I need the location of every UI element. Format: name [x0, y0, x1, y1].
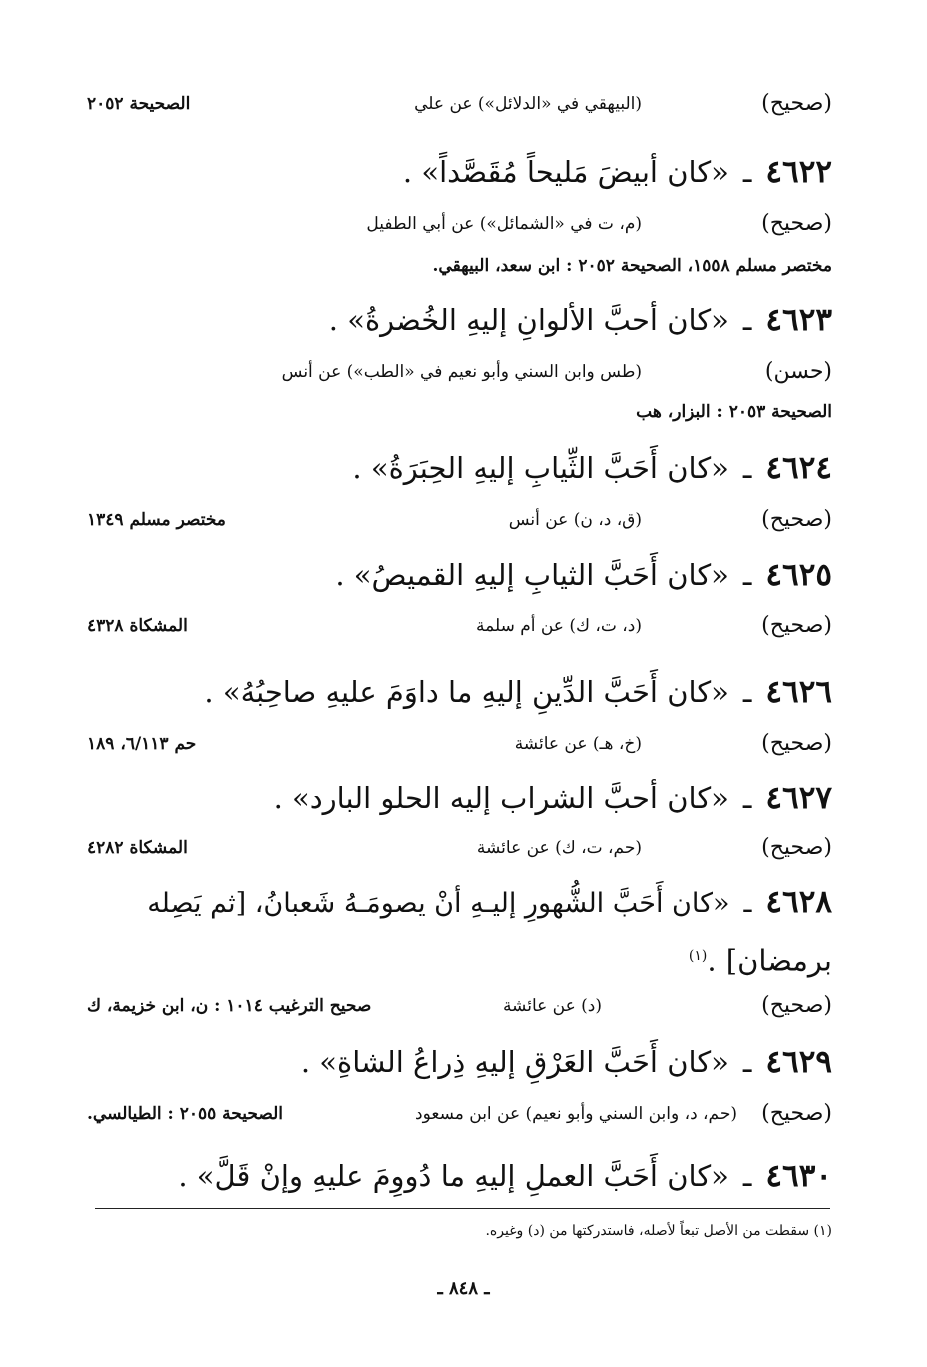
reference-label: الصحيحة ٢٠٥٢	[87, 94, 191, 114]
hadith-number: ٤٦٢٢	[765, 154, 832, 190]
hadith-4624-meta	[87, 506, 832, 536]
hadith-text: «كان أبيضَ مَليحاً مُقَصَّداً» .	[402, 155, 729, 189]
hadith-text: «كان أَحَبَّ الشُّهورِ إليـهِ أنْ يصومَـهُ شَعبانُ، [ثم يَصِله	[147, 888, 730, 919]
hadith-number: ٤٦٢٨	[765, 884, 832, 920]
source-label: (خ، هـ) عن عائشة	[514, 734, 642, 754]
hadith-text: «كان أَحَبَّ الثيابِ إليهِ القميصُ» .	[335, 558, 729, 592]
grade-label: (حسن)	[764, 359, 832, 384]
hadith-number: ٤٦٢٧	[765, 780, 832, 816]
reference-label: المشكاة ٤٢٨٢	[87, 838, 188, 858]
source-label: (حم، ت، ك) عن عائشة	[476, 838, 642, 858]
hadith-4627-meta	[87, 834, 832, 864]
page-number: ـ ٨٤٨ ـ	[437, 1278, 490, 1299]
hadith-text: «كان أَحَبَّ الدِّينِ إليهِ ما داوَمَ عليهِ صاحِبُهُ» .	[204, 675, 729, 709]
hadith-4628: ٤٦٢٨ـ«كان أَحَبَّ الشُّهورِ إليـهِ أنْ يصومَـهُ شَعبانُ، [ثم يَصِله	[147, 884, 832, 920]
hadith-4630: ٤٦٣٠ـ«كان أَحَبَّ العملِ إليهِ ما دُووِمَ عليهِ وإنْ قَلَّ» .	[178, 1158, 832, 1194]
footnote-marker: (١)	[688, 948, 708, 964]
source-label: (طس وابن السني وأبو نعيم في «الطب») عن أنس	[281, 362, 642, 382]
hadith-4622-reference: مختصر مسلم ١٥٥٨، الصحيحة ٢٠٥٢ : ابن سعد، البيهقي.	[432, 256, 832, 276]
hadith-text: «كان أحبَّ الألوانِ إليهِ الخُضرةُ» .	[328, 303, 729, 337]
hadith-4626: ٤٦٢٦ـ«كان أَحَبَّ الدِّينِ إليهِ ما داوَمَ عليهِ صاحِبُهُ» .	[204, 674, 832, 710]
hadith-text: «كان أَحَبَّ العملِ إليهِ ما دُووِمَ عليهِ وإنْ قَلَّ» .	[178, 1159, 729, 1193]
footnote: (١) سقطت من الأصل تبعاً لأصله، فاستدركتها من (د) وغيره.	[485, 1223, 832, 1239]
hadith-4624: ٤٦٢٤ـ«كان أَحَبَّ الثِّيابِ إليهِ الحِبَرَةُ» .	[352, 450, 832, 486]
reference-label: المشكاة ٤٣٢٨	[87, 616, 188, 636]
reference-label: صحيح الترغيب ١٠١٤ : ن، ابن خزيمة، ك	[87, 996, 372, 1016]
source-label: (ق، د، ن) عن أنس	[508, 510, 642, 530]
grade-label: (صحيح)	[761, 731, 832, 756]
grade-label: (صحيح)	[761, 211, 832, 236]
hadith-4622-meta	[87, 210, 832, 240]
hadith-4629-meta	[87, 1100, 832, 1130]
hadith-number: ٤٦٣٠	[765, 1158, 832, 1194]
hadith-number: ٤٦٢٦	[765, 674, 832, 710]
hadith-4623: ٤٦٢٣ـ«كان أحبَّ الألوانِ إليهِ الخُضرةُ» .	[328, 302, 832, 338]
hadith-4626-meta	[87, 730, 832, 760]
hadith-number: ٤٦٢٥	[765, 557, 832, 593]
hadith-number: ٤٦٢٩	[765, 1044, 832, 1080]
hadith-text: «كان أحبَّ الشراب إليه الحلو البارد» .	[273, 781, 729, 815]
reference-label: حم ٦/١١٣، ١٨٩	[87, 734, 197, 754]
source-label: (د، ت، ك) عن أم سلمة	[476, 616, 642, 636]
source-label: (د) عن عائشة	[502, 996, 602, 1016]
hadith-number: ٤٦٢٣	[765, 302, 832, 338]
hadith-number: ٤٦٢٤	[765, 450, 832, 486]
source-label: (م، ت في «الشمائل») عن أبي الطفيل	[366, 214, 642, 234]
hadith-4625-meta	[87, 612, 832, 642]
grade-label: (صحيح)	[761, 835, 832, 860]
grade-label: (صحيح)	[761, 91, 832, 116]
footnote-divider	[95, 1208, 830, 1209]
reference-label: الصحيحة ٢٠٥٥ : الطيالسي.	[87, 1104, 283, 1124]
reference-label: مختصر مسلم ١٣٤٩	[87, 510, 226, 530]
hadith-4628-meta	[87, 992, 832, 1022]
hadith-4623-reference: الصحيحة ٢٠٥٣ : البزار، هب	[636, 402, 832, 422]
hadith-4628-continuation	[87, 936, 832, 981]
grade-label: (صحيح)	[761, 993, 832, 1018]
hadith-4627: ٤٦٢٧ـ«كان أحبَّ الشراب إليه الحلو البارد» .	[273, 780, 832, 816]
grade-label: (صحيح)	[761, 1101, 832, 1126]
hadith-4629: ٤٦٢٩ـ«كان أَحَبَّ العَرْقِ إليهِ ذِراعُ الشاةِ» .	[300, 1044, 832, 1080]
hadith-text: برمضان] .	[707, 943, 832, 978]
hadith-4625: ٤٦٢٥ـ«كان أَحَبَّ الثيابِ إليهِ القميصُ» .	[335, 557, 832, 593]
hadith-4622: ٤٦٢٢ـ«كان أبيضَ مَليحاً مُقَصَّداً» .	[402, 154, 832, 190]
grade-label: (صحيح)	[761, 613, 832, 638]
hadith-text: «كان أَحَبَّ العَرْقِ إليهِ ذِراعُ الشاةِ» .	[300, 1045, 729, 1079]
hadith-4621-meta	[87, 90, 832, 120]
hadith-text: «كان أَحَبَّ الثِّيابِ إليهِ الحِبَرَةُ» .	[352, 451, 729, 485]
source-label: (حم، د، وابن السني وأبو نعيم) عن ابن مسعود	[415, 1104, 737, 1124]
hadith-4623-meta	[87, 358, 832, 388]
source-label: (البيهقي في «الدلائل») عن علي	[414, 94, 642, 114]
grade-label: (صحيح)	[761, 507, 832, 532]
